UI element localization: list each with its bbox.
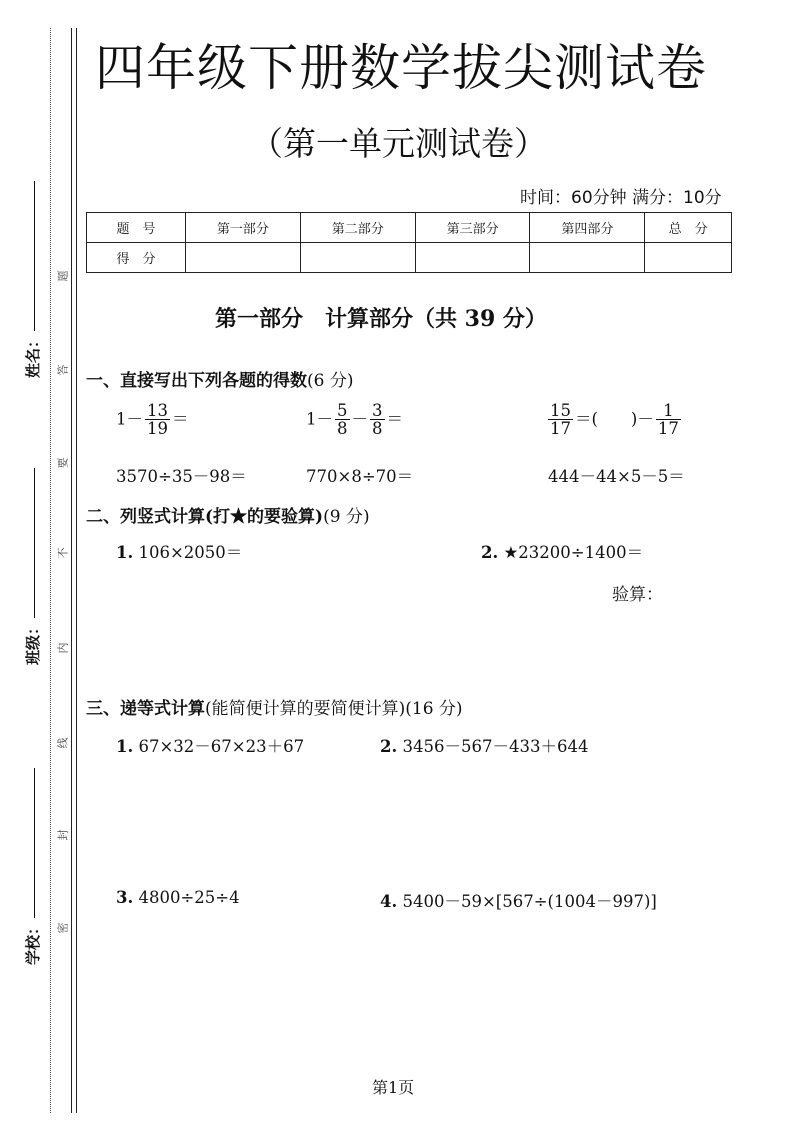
score-cell[interactable] [645, 243, 732, 273]
score-value-row [87, 243, 732, 273]
expr-2 [306, 402, 403, 438]
section3-heading-text: 三、递等式计算 [86, 699, 205, 719]
seal-char: 答 [56, 364, 70, 376]
fraction [548, 402, 573, 438]
margin-line-outer [76, 28, 77, 1113]
margin-line-inner [71, 28, 72, 1113]
seal-char: 内 [56, 642, 70, 654]
question-number: 2. [380, 737, 398, 756]
score-header-row [87, 213, 732, 243]
denominator: 17 [550, 419, 571, 439]
sec2-question-2 [481, 539, 643, 563]
page-number: 第1页 [372, 1078, 415, 1097]
school-field[interactable] [22, 768, 43, 965]
numerator: 1 [656, 402, 681, 420]
expr-text: ＝( )－ [575, 409, 654, 429]
expr-5: 770×8÷70＝ [306, 467, 414, 486]
section3-note: (能简便计算的要简便计算)(16 分) [205, 699, 463, 719]
section2-points: (9 分) [323, 507, 370, 527]
fraction [656, 402, 681, 438]
seal-char: 线 [56, 737, 70, 749]
score-cell[interactable] [530, 243, 645, 273]
expr-1 [116, 402, 189, 438]
question-text: 106×2050＝ [138, 543, 243, 562]
class-label: 班级： [24, 619, 42, 665]
question-number: 3. [116, 888, 134, 907]
name-label: 姓名： [24, 332, 42, 378]
class-blank[interactable] [34, 468, 35, 618]
sec3-question-3 [116, 888, 240, 907]
score-header-cell: 第一部分 [186, 213, 301, 243]
fraction [370, 402, 385, 438]
numerator: 3 [372, 401, 383, 420]
school-label: 学校： [24, 919, 42, 965]
score-header-cell: 第二部分 [300, 213, 415, 243]
score-cell[interactable] [415, 243, 530, 273]
fraction [335, 402, 350, 438]
seal-char: 不 [56, 547, 70, 559]
question-text: 3456－567－433＋644 [402, 737, 589, 756]
sec3-question-2 [380, 733, 588, 757]
seal-dotted-line [50, 28, 51, 1113]
expr-text: － [351, 409, 368, 429]
check-label: 验算： [612, 585, 663, 605]
page-title: 四年级下册数学拔尖测试卷 [95, 39, 707, 97]
name-blank[interactable] [34, 181, 35, 331]
numerator: 15 [550, 401, 571, 420]
expr-text: 1－ [306, 409, 333, 429]
section1-heading [86, 366, 353, 391]
denominator: 8 [372, 419, 383, 439]
question-number: 1. [116, 737, 134, 756]
exam-meta: 时间：60分钟 满分：10分 [520, 188, 722, 208]
seal-char: 要 [56, 457, 70, 469]
score-table [86, 212, 732, 273]
denominator: 17 [657, 419, 679, 439]
denominator: 8 [337, 419, 348, 439]
question-text: 5400－59×[567÷(1004－997)] [402, 892, 657, 911]
question-number: 1. [116, 543, 134, 562]
score-cell[interactable] [186, 243, 301, 273]
page-subtitle: （第一单元测试卷） [250, 124, 547, 163]
question-text: 67×32－67×23＋67 [138, 737, 305, 756]
sec3-question-4 [380, 888, 657, 912]
section2-heading [86, 502, 370, 527]
part1-title: 第一部分 计算部分（共 39 分） [215, 306, 547, 332]
expr-text: 1－ [116, 409, 143, 429]
question-number: 4. [380, 892, 398, 911]
question-number: 2. [481, 543, 499, 562]
section1-points: (6 分) [307, 371, 354, 391]
fraction [145, 402, 170, 438]
score-header-cell: 第四部分 [530, 213, 645, 243]
name-field[interactable] [22, 181, 43, 378]
expr-4: 3570÷35－98＝ [116, 467, 247, 486]
expr-3 [546, 402, 683, 438]
expr-6: 444－44×5－5＝ [548, 467, 685, 486]
score-header-cell: 题 号 [87, 213, 186, 243]
seal-char: 密 [56, 922, 70, 934]
numerator: 13 [147, 401, 168, 420]
section3-heading [86, 694, 463, 719]
school-blank[interactable] [34, 768, 35, 918]
expr-text: ＝ [386, 409, 403, 429]
section2-heading-text: 二、列竖式计算(打★的要验算) [86, 507, 324, 527]
seal-char: 题 [56, 270, 70, 282]
score-header-cell: 第三部分 [415, 213, 530, 243]
numerator: 5 [337, 401, 348, 420]
seal-char: 封 [56, 829, 70, 841]
section1-heading-text: 一、直接写出下列各题的得数 [86, 371, 307, 391]
expr-text: ＝ [172, 409, 189, 429]
question-text: ★23200÷1400＝ [503, 543, 644, 562]
score-row-label: 得 分 [87, 243, 186, 273]
score-cell[interactable] [300, 243, 415, 273]
score-header-cell: 总 分 [645, 213, 732, 243]
class-field[interactable] [22, 468, 43, 665]
question-text: 4800÷25÷4 [138, 888, 240, 907]
sec3-question-1 [116, 733, 304, 757]
sec2-question-1 [116, 539, 242, 563]
denominator: 19 [147, 419, 168, 439]
